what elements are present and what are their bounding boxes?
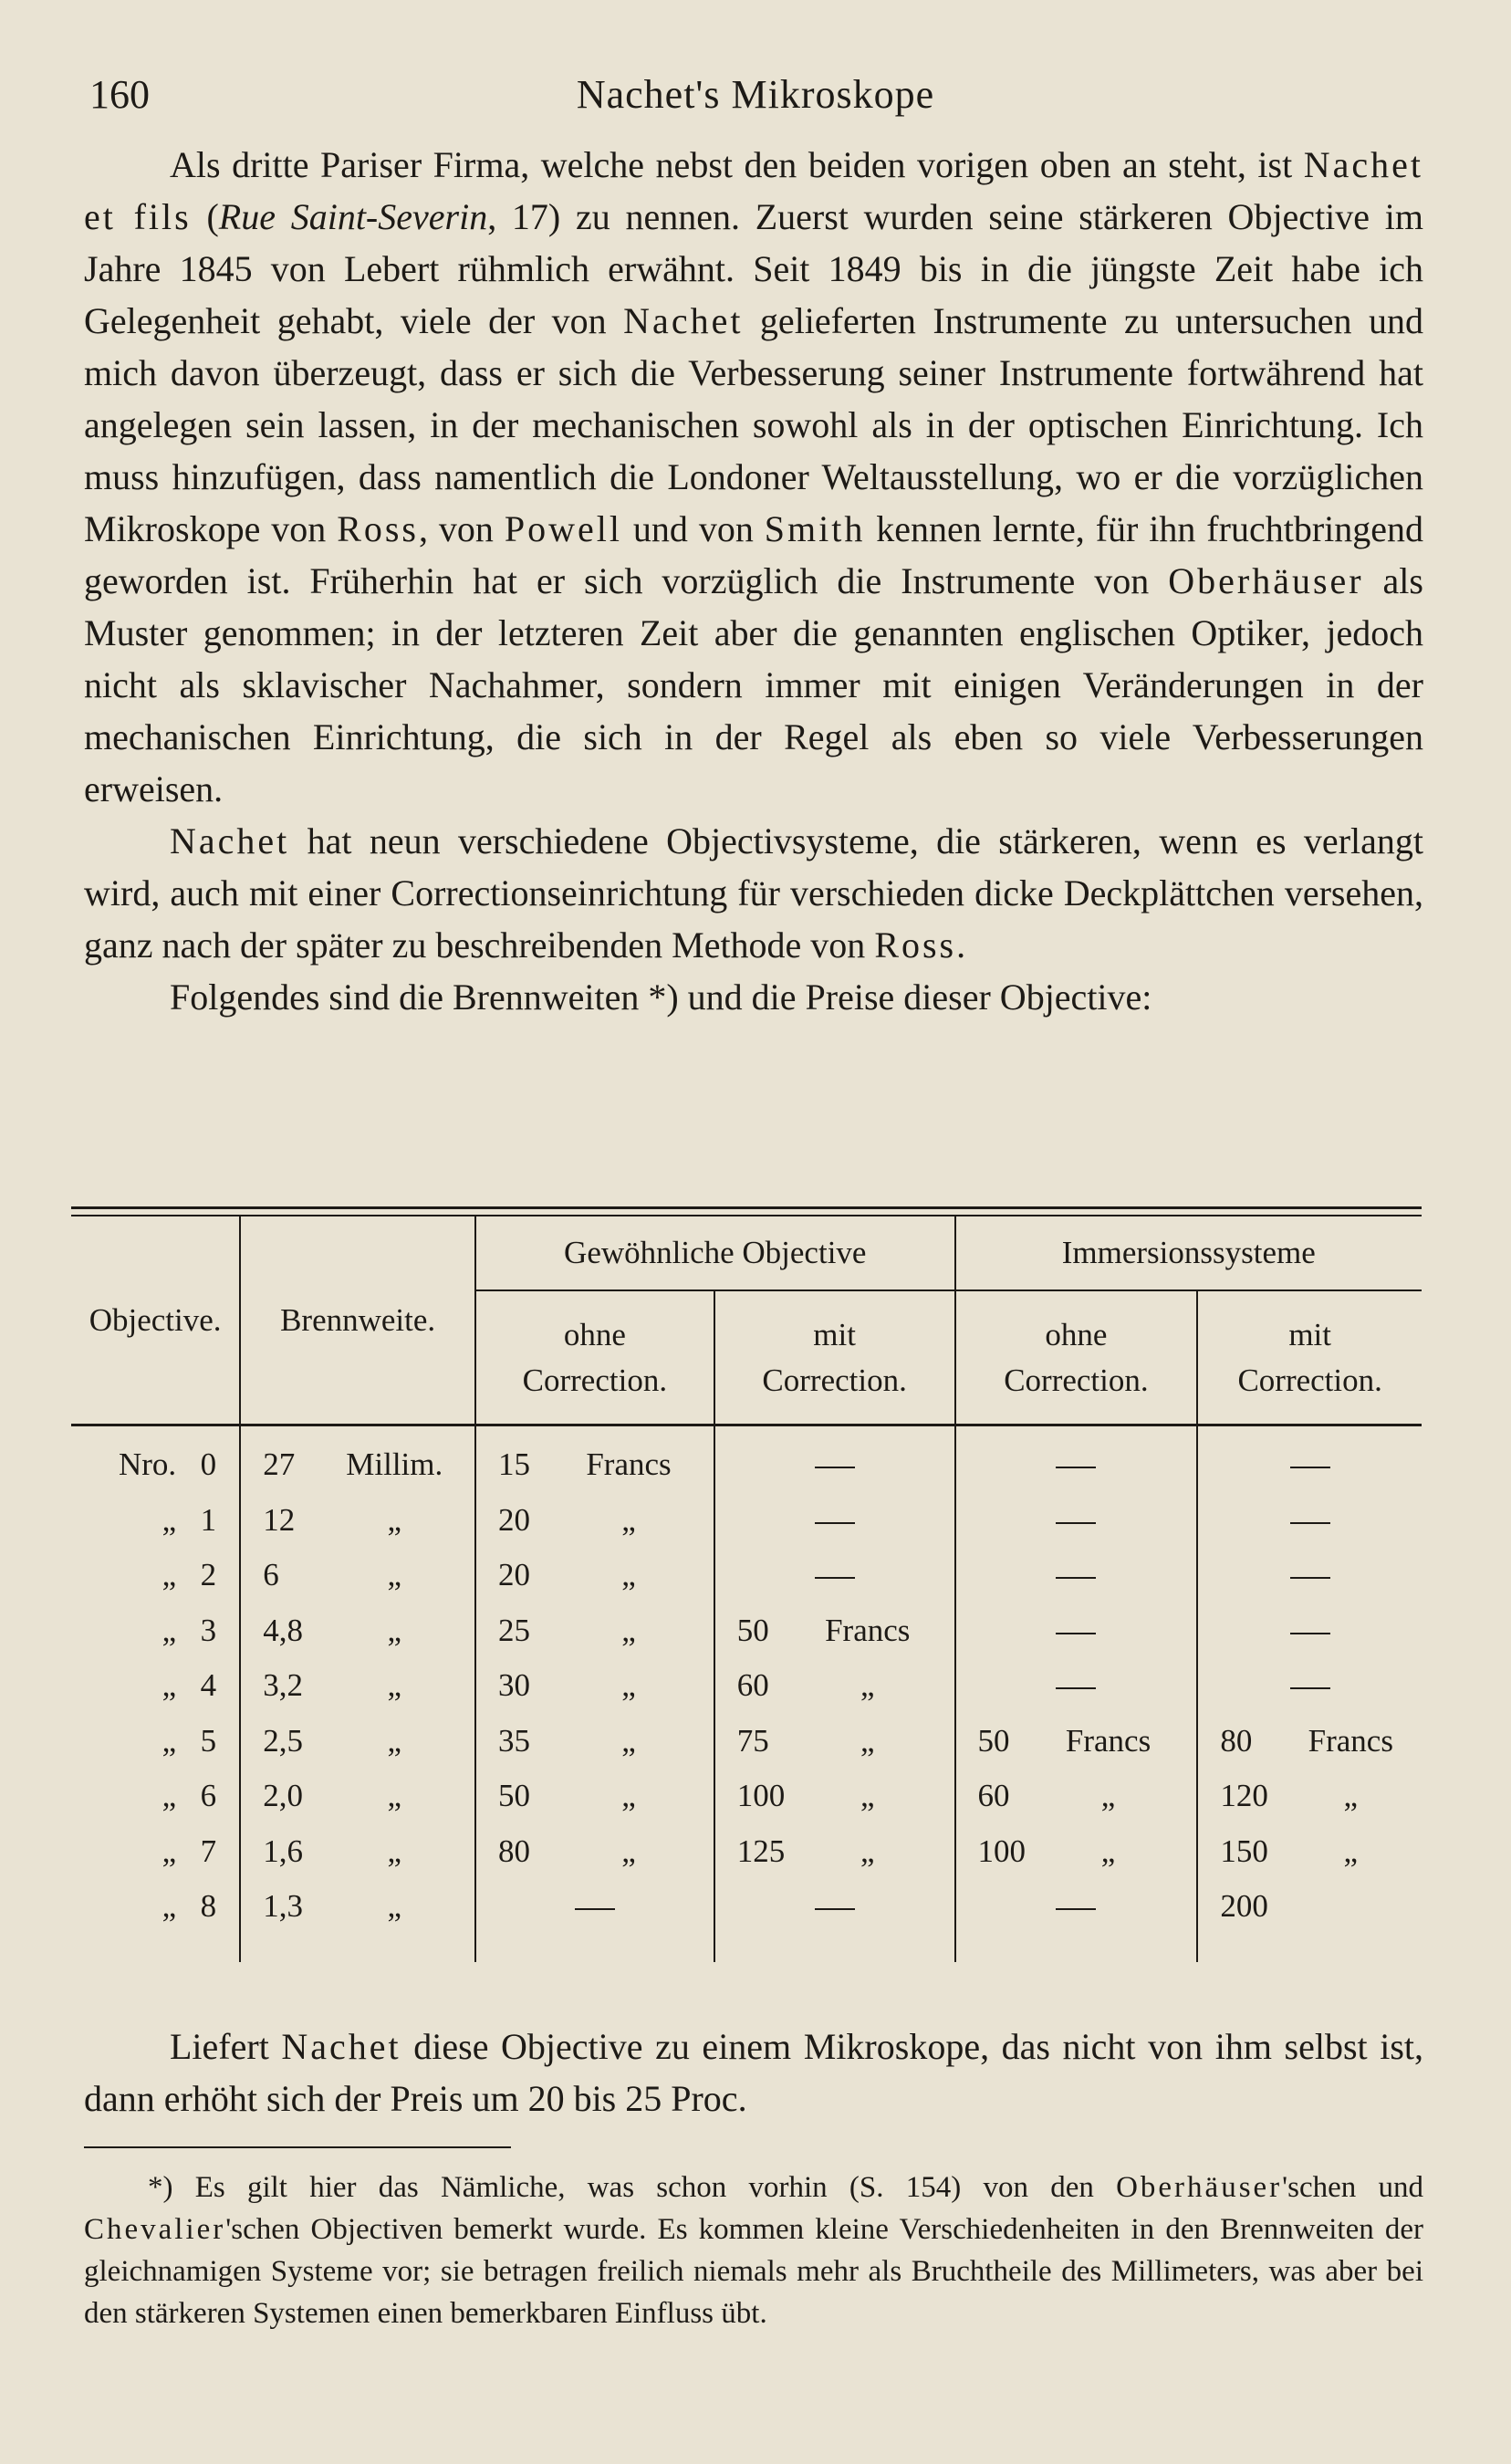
header-immersion-with bbox=[1197, 1290, 1422, 1425]
price-value: 15 bbox=[497, 1446, 530, 1483]
empty-dash bbox=[1056, 1577, 1096, 1579]
empty-dash bbox=[1290, 1522, 1330, 1524]
objective-price-table bbox=[71, 1206, 1422, 1962]
price-unit: „ bbox=[860, 1722, 875, 1759]
price-value: 120 bbox=[1220, 1778, 1268, 1814]
row-label: „ bbox=[162, 1722, 177, 1759]
header-ordinary-objectives: Gewöhnliche Objective bbox=[475, 1216, 955, 1290]
cell-focal bbox=[240, 1714, 475, 1770]
price-unit: „ bbox=[621, 1832, 636, 1869]
row-number: 4 bbox=[200, 1667, 217, 1704]
cell-focal bbox=[240, 1769, 475, 1824]
paragraph-4 bbox=[84, 2020, 1423, 2125]
paragraph-3: Folgendes sind die Brennweiten *) und die Preise dieser Objective: bbox=[170, 976, 1152, 1018]
table-top-rule bbox=[71, 1206, 1422, 1216]
paragraph-1 bbox=[84, 139, 1423, 815]
cell-ordinary-without bbox=[475, 1824, 714, 1880]
price-unit: Francs bbox=[586, 1446, 672, 1483]
cell-focal bbox=[240, 1658, 475, 1714]
cell-objective bbox=[71, 1824, 240, 1880]
text-run: . bbox=[956, 924, 966, 966]
header-word: mit bbox=[1288, 1316, 1331, 1352]
header-word: Correction. bbox=[1237, 1362, 1382, 1398]
focal-value: 1,3 bbox=[263, 1888, 303, 1925]
price-unit: „ bbox=[621, 1667, 636, 1704]
row-label: „ bbox=[162, 1778, 177, 1814]
cell-ordinary-without bbox=[475, 1603, 714, 1659]
focal-unit: „ bbox=[387, 1832, 402, 1869]
price-value: 100 bbox=[736, 1778, 786, 1814]
cell-immersion-with bbox=[1197, 1548, 1422, 1603]
cell-immersion-with bbox=[1197, 1603, 1422, 1659]
row-label: „ bbox=[162, 1612, 177, 1648]
price-value: 80 bbox=[497, 1832, 530, 1869]
table-row bbox=[71, 1548, 1422, 1603]
empty-dash bbox=[575, 1908, 615, 1910]
empty-dash bbox=[815, 1577, 855, 1579]
page-header bbox=[82, 71, 1429, 126]
cell-ordinary-with bbox=[714, 1879, 955, 1962]
table-row bbox=[71, 1603, 1422, 1659]
empty-dash bbox=[1290, 1467, 1330, 1468]
text-run: und von bbox=[621, 508, 765, 549]
cell-focal bbox=[240, 1603, 475, 1659]
cell-immersion-with bbox=[1197, 1658, 1422, 1714]
paragraph-2 bbox=[84, 815, 1423, 971]
empty-dash bbox=[815, 1522, 855, 1524]
header-word: ohne bbox=[1045, 1316, 1108, 1352]
cell-focal bbox=[240, 1824, 475, 1880]
spaced-name: Ross bbox=[337, 508, 419, 549]
page-number: 160 bbox=[89, 72, 150, 117]
price-unit: „ bbox=[621, 1612, 636, 1648]
price-value: 20 bbox=[497, 1501, 530, 1538]
price-value: 50 bbox=[977, 1722, 1010, 1759]
spaced-name: Ross bbox=[874, 924, 957, 966]
price-unit: „ bbox=[1343, 1778, 1359, 1814]
cell-immersion-without bbox=[955, 1425, 1198, 1493]
table-row bbox=[71, 1824, 1422, 1880]
price-value: 200 bbox=[1220, 1888, 1268, 1925]
table-row bbox=[71, 1769, 1422, 1824]
empty-dash bbox=[1056, 1522, 1096, 1524]
row-number: 1 bbox=[200, 1501, 217, 1538]
text-run: hat neun verschiedene Objectivsysteme, die stärkeren, wenn es verlangt wird, auch mit einer Correctionseinrichtung für verschieden dicke Deckplättchen versehen, ganz nach der später zu beschreibenden Methode von bbox=[84, 820, 1423, 966]
empty-dash bbox=[1290, 1633, 1330, 1634]
price-unit: „ bbox=[621, 1778, 636, 1814]
row-label: „ bbox=[162, 1557, 177, 1593]
cell-immersion-without bbox=[955, 1493, 1198, 1549]
cell-immersion-with bbox=[1197, 1425, 1422, 1493]
cell-immersion-with bbox=[1197, 1879, 1422, 1962]
price-value: 35 bbox=[497, 1722, 530, 1759]
cell-ordinary-without bbox=[475, 1548, 714, 1603]
table-row bbox=[71, 1425, 1422, 1493]
price-value: 30 bbox=[497, 1667, 530, 1704]
cell-objective bbox=[71, 1493, 240, 1549]
running-head: Nachet's Mikroskope bbox=[576, 72, 935, 117]
focal-unit: „ bbox=[387, 1557, 402, 1593]
row-label: „ bbox=[162, 1888, 177, 1925]
cell-ordinary-without bbox=[475, 1879, 714, 1962]
price-value: 150 bbox=[1220, 1832, 1268, 1869]
table-body bbox=[71, 1425, 1422, 1962]
focal-unit: „ bbox=[387, 1612, 402, 1648]
empty-dash bbox=[815, 1467, 855, 1468]
price-value: 50 bbox=[736, 1612, 769, 1648]
text-run: Als dritte Pariser Firma, welche nebst den beiden vorigen oben an steht, ist bbox=[170, 144, 1304, 185]
price-value: 50 bbox=[497, 1778, 530, 1814]
cell-immersion-without bbox=[955, 1769, 1198, 1824]
focal-value: 2,0 bbox=[263, 1778, 303, 1814]
cell-ordinary-with bbox=[714, 1603, 955, 1659]
price-value: 75 bbox=[736, 1722, 769, 1759]
header-word: mit bbox=[813, 1316, 856, 1352]
cell-immersion-with bbox=[1197, 1714, 1422, 1770]
empty-dash bbox=[1290, 1577, 1330, 1579]
cell-focal bbox=[240, 1425, 475, 1493]
text-run: 'schen und bbox=[1282, 2171, 1423, 2204]
focal-unit: „ bbox=[387, 1888, 402, 1925]
cell-immersion-without bbox=[955, 1879, 1198, 1962]
price-unit: „ bbox=[621, 1501, 636, 1538]
cell-ordinary-with bbox=[714, 1769, 955, 1824]
cell-objective bbox=[71, 1603, 240, 1659]
cell-objective bbox=[71, 1658, 240, 1714]
focal-unit: „ bbox=[387, 1667, 402, 1704]
focal-value: 3,2 bbox=[263, 1667, 303, 1704]
footnote-rule bbox=[84, 2146, 511, 2148]
row-number: 2 bbox=[200, 1557, 217, 1593]
row-label: „ bbox=[162, 1667, 177, 1704]
empty-dash bbox=[1056, 1687, 1096, 1689]
text-run: , von bbox=[419, 508, 505, 549]
text-run: gelieferten Instrumente zu untersuchen und mich davon überzeugt, dass er sich die Verbesserung seiner Instrumente fortwährend hat angelegen sein lassen, in der mechanischen sowohl als in der optischen Einrichtung. Ich muss hinzufügen, dass namentlich die Londoner Weltausstellung, wo er die vorzüglichen Mikroskope von bbox=[84, 300, 1423, 549]
spaced-name: Nachet et fils bbox=[84, 144, 1423, 237]
price-unit: „ bbox=[621, 1722, 636, 1759]
cell-ordinary-without bbox=[475, 1769, 714, 1824]
cell-immersion-without bbox=[955, 1714, 1198, 1770]
price-value: 100 bbox=[977, 1832, 1026, 1869]
header-word: Correction. bbox=[522, 1362, 668, 1398]
header-word: Correction. bbox=[762, 1362, 907, 1398]
cell-immersion-without bbox=[955, 1824, 1198, 1880]
table-row bbox=[71, 1493, 1422, 1549]
price-unit: „ bbox=[1100, 1832, 1116, 1869]
row-label: „ bbox=[162, 1501, 177, 1538]
cell-immersion-without bbox=[955, 1603, 1198, 1659]
cell-ordinary-without bbox=[475, 1493, 714, 1549]
text-run: ( bbox=[191, 196, 219, 237]
price-unit: „ bbox=[621, 1557, 636, 1593]
closing-paragraph bbox=[84, 2020, 1423, 2125]
header-word: ohne bbox=[563, 1316, 626, 1352]
header-ordinary-without bbox=[475, 1290, 714, 1425]
cell-ordinary-with bbox=[714, 1493, 955, 1549]
focal-value: 27 bbox=[263, 1446, 296, 1483]
cell-objective bbox=[71, 1769, 240, 1824]
price-unit: „ bbox=[860, 1778, 875, 1814]
cell-objective bbox=[71, 1879, 240, 1962]
empty-dash bbox=[1056, 1467, 1096, 1468]
row-number: 8 bbox=[200, 1888, 217, 1925]
spaced-name: Nachet bbox=[170, 820, 290, 861]
empty-dash bbox=[1056, 1908, 1096, 1910]
price-table bbox=[71, 1216, 1422, 1962]
spaced-name: Oberhäuser bbox=[1116, 2171, 1283, 2204]
spaced-name: Oberhäuser bbox=[1168, 560, 1364, 601]
cell-objective bbox=[71, 1425, 240, 1493]
price-unit: „ bbox=[860, 1832, 875, 1869]
cell-focal bbox=[240, 1548, 475, 1603]
italic-address: Rue Saint-Severin bbox=[218, 196, 488, 237]
focal-unit: Millim. bbox=[346, 1446, 443, 1483]
row-number: 0 bbox=[200, 1446, 217, 1483]
text-run: als Muster genommen; in der letzteren Zeit aber die genannten englischen Optiker, jedoch nicht als sklavischer Nachahmer, sondern immer mit einigen Veränderungen in der mechanischen Einrichtung, die sich in der Regel als eben so viele Verbesserungen erweisen. bbox=[84, 560, 1423, 809]
empty-dash bbox=[1056, 1633, 1096, 1634]
price-value: 60 bbox=[977, 1778, 1010, 1814]
focal-value: 12 bbox=[263, 1501, 296, 1538]
focal-value: 2,5 bbox=[263, 1722, 303, 1759]
cell-focal bbox=[240, 1493, 475, 1549]
empty-dash bbox=[815, 1908, 855, 1910]
cell-ordinary-without bbox=[475, 1425, 714, 1493]
cell-immersion-with bbox=[1197, 1824, 1422, 1880]
spaced-name: Nachet bbox=[623, 300, 744, 341]
cell-ordinary-without bbox=[475, 1658, 714, 1714]
price-unit: „ bbox=[1343, 1832, 1359, 1869]
focal-unit: „ bbox=[387, 1501, 402, 1538]
cell-immersion-without bbox=[955, 1548, 1198, 1603]
text-run: Liefert bbox=[170, 2026, 282, 2067]
header-immersion-without bbox=[955, 1290, 1198, 1425]
text-run: , 17) zu nennen. Zuerst wurden seine stärkeren Objective im Jahre 1845 von Lebert rühmlich erwähnt. Seit 1849 bis in die jüngste Zeit habe ich Gelegenheit gehabt, viele der von bbox=[84, 196, 1424, 341]
text-run: kennen lernte, für ihn fruchtbringend geworden ist. Früherhin hat er sich vorzüglich die Instrumente von bbox=[84, 508, 1424, 601]
row-number: 6 bbox=[200, 1778, 217, 1814]
focal-value: 1,6 bbox=[263, 1832, 303, 1869]
cell-ordinary-with bbox=[714, 1824, 955, 1880]
row-label: „ bbox=[162, 1832, 177, 1869]
spaced-name: Chevalier bbox=[84, 2213, 226, 2246]
text-run: diese Objective zu einem Mikroskope, das nicht von ihm selbst ist, dann erhöht sich der Preis um 20 bis 25 Proc. bbox=[84, 2026, 1424, 2119]
empty-dash bbox=[1290, 1687, 1330, 1689]
spaced-name: Smith bbox=[764, 508, 866, 549]
cell-ordinary-with bbox=[714, 1548, 955, 1603]
footnote bbox=[84, 2166, 1423, 2334]
header-objective: Objective. bbox=[71, 1216, 240, 1425]
table-row bbox=[71, 1658, 1422, 1714]
header-word: Correction. bbox=[1004, 1362, 1149, 1398]
price-value: 125 bbox=[736, 1832, 786, 1869]
header-focal-length: Brennweite. bbox=[240, 1216, 475, 1425]
text-run: *) Es gilt hier das Nämliche, was schon vorhin (S. 154) von den bbox=[148, 2171, 1117, 2204]
cell-ordinary-with bbox=[714, 1425, 955, 1493]
price-unit: Francs bbox=[1308, 1722, 1393, 1759]
price-unit: Francs bbox=[1065, 1722, 1151, 1759]
cell-immersion-with bbox=[1197, 1769, 1422, 1824]
header-immersion-systems: Immersionssysteme bbox=[955, 1216, 1422, 1290]
cell-ordinary-with bbox=[714, 1714, 955, 1770]
cell-focal bbox=[240, 1879, 475, 1962]
focal-value: 4,8 bbox=[263, 1612, 303, 1648]
price-value: 20 bbox=[497, 1557, 530, 1593]
row-label: Nro. bbox=[118, 1446, 177, 1483]
cell-objective bbox=[71, 1548, 240, 1603]
table-row bbox=[71, 1879, 1422, 1962]
cell-objective bbox=[71, 1714, 240, 1770]
price-unit: „ bbox=[1100, 1778, 1116, 1814]
spaced-name: Powell bbox=[504, 508, 622, 549]
cell-immersion-without bbox=[955, 1658, 1198, 1714]
text-run: 'schen Objectiven bemerkt wurde. Es kommen kleine Verschiedenheiten in den Brennweiten der gleichnamigen Systeme vor; sie betragen freilich niemals mehr als Bruchtheile des Millimeters, was aber bei den stärkeren Systemen einen bemerkbaren Einfluss übt. bbox=[84, 2213, 1423, 2330]
cell-ordinary-without bbox=[475, 1714, 714, 1770]
row-number: 3 bbox=[200, 1612, 217, 1648]
focal-value: 6 bbox=[263, 1557, 279, 1593]
header-ordinary-with bbox=[714, 1290, 955, 1425]
cell-immersion-with bbox=[1197, 1493, 1422, 1549]
focal-unit: „ bbox=[387, 1722, 402, 1759]
row-number: 7 bbox=[200, 1832, 217, 1869]
price-unit: Francs bbox=[825, 1612, 911, 1648]
price-value: 60 bbox=[736, 1667, 769, 1704]
focal-unit: „ bbox=[387, 1778, 402, 1814]
price-value: 80 bbox=[1220, 1722, 1253, 1759]
row-number: 5 bbox=[200, 1722, 217, 1759]
spaced-name: Nachet bbox=[281, 2026, 401, 2067]
table-row bbox=[71, 1714, 1422, 1770]
body-text bbox=[84, 139, 1423, 1023]
cell-ordinary-with bbox=[714, 1658, 955, 1714]
price-unit: „ bbox=[860, 1667, 875, 1704]
price-value: 25 bbox=[497, 1612, 530, 1648]
